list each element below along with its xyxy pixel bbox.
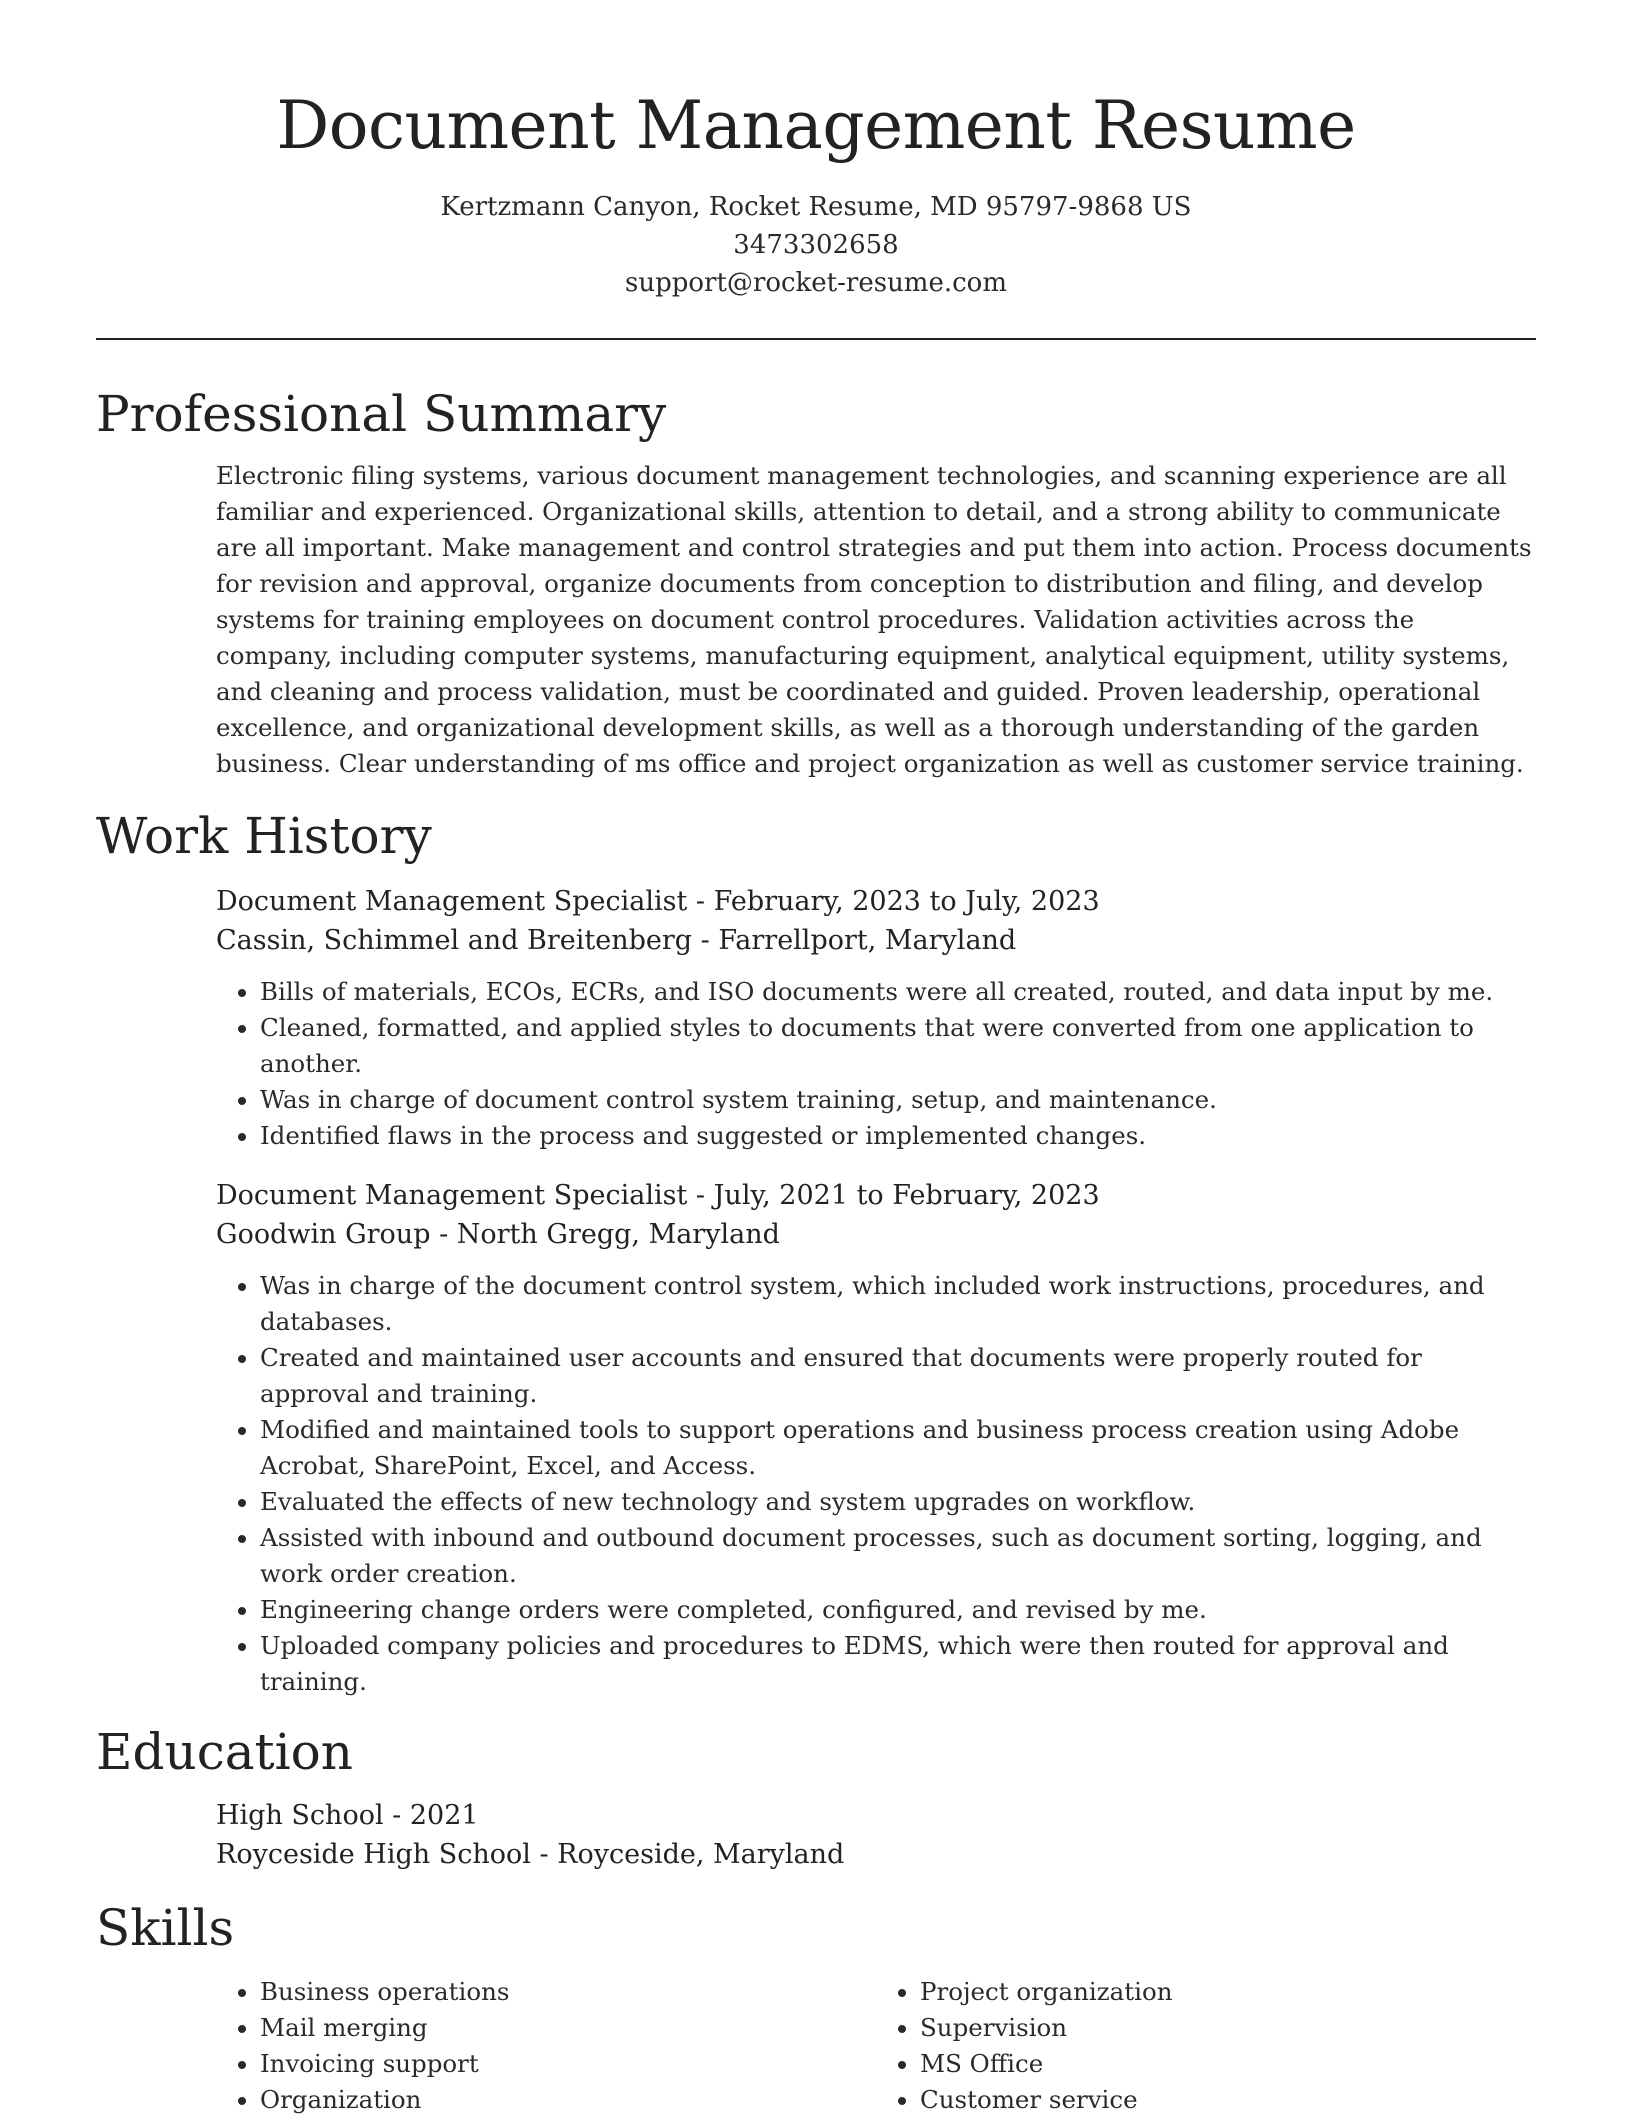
job-bullet: • Engineering change orders were completed, configured, and revised by me. [260,1592,1536,1628]
job-bullet: • Was in charge of the document control system, which included work instructions, procedures, and databases. [260,1268,1536,1340]
job-role: Document Management Specialist [216,886,688,917]
job-location: - North Gregg, Maryland [430,1219,780,1250]
skill-item: • Business operations [260,1974,876,2010]
education-degree: High School [216,1800,384,1831]
job-bullet: • Modified and maintained tools to support operations and business process creation using Adobe Acrobat, SharePoint, Excel, and Access. [260,1412,1536,1484]
job-role-line [216,882,1536,921]
contact-email: support@rocket-resume.com [624,268,1007,298]
summary-text: Electronic filing systems, various document management technologies, and scanning experience are all familiar and experienced. Organizational skills, attention to detail, and a strong ability to communicate are all important. Make management and control strategies and put them into action. Process documents for revision and approval, organize documents from conception to distribution and filing, and develop systems for training employees on document control procedures. Validation activities across the company, including computer systems, manufacturing equipment, analytical equipment, utility systems, and cleaning and process validation, must be coordinated and guided. Proven leadership, operational excellence, and organizational development skills, as well as a thorough understanding of the garden business. Clear understanding of ms office and project organization as well as customer service training. [216,461,1532,778]
job-bullet: • Was in charge of document control system training, setup, and maintenance. [260,1082,1536,1118]
job-company-line [216,1215,1536,1254]
header-divider [96,338,1536,340]
job-bullet: • Bills of materials, ECOs, ECRs, and ISO documents were all created, routed, and data input by me. [260,974,1536,1010]
education-entry [96,1796,1536,1874]
section-title-work-history: Work History [96,807,432,865]
section-title-summary: Professional Summary [96,385,667,443]
skills-grid [216,1974,1536,2118]
job-company-line [216,921,1536,960]
education-school-line [216,1835,1536,1874]
job-entry [216,882,1536,1154]
contact-phone: 3473302658 [733,230,899,260]
job-bullet: • Uploaded company policies and procedures to EDMS, which were then routed for approval and training. [260,1628,1536,1700]
skill-item: • Mail merging [260,2010,876,2046]
education-degree-line [216,1796,1536,1835]
resume-header [96,0,1536,302]
job-location: - Farrellport, Maryland [692,925,1017,956]
education-year: - 2021 [383,1800,479,1831]
job-bullet: • Created and maintained user accounts and ensured that documents were properly routed for approval and training. [260,1340,1536,1412]
education-location: - Royceside, Maryland [530,1839,845,1870]
job-entry [216,1176,1536,1700]
job-role: Document Management Specialist [216,1180,688,1211]
job-bullet: • Evaluated the effects of new technology and system upgrades on workflow. [260,1484,1536,1520]
work-history-list [96,882,1536,1700]
skill-item: • Invoicing support [260,2046,876,2082]
job-bullets [216,974,1536,1154]
skill-item: • Project organization [920,1974,1536,2010]
job-role-line [216,1176,1536,1215]
skills-column-right [876,1974,1536,2118]
section-title-education: Education [96,1723,353,1781]
resume-title: Document Management Resume [276,87,1356,164]
skill-item: • MS Office [920,2046,1536,2082]
education-school: Royceside High School [216,1839,531,1870]
skill-item: • Customer service [920,2082,1536,2118]
job-bullet: • Identified flaws in the process and suggested or implemented changes. [260,1118,1536,1154]
contact-block [96,188,1536,302]
contact-address: Kertzmann Canyon, Rocket Resume, MD 95797-9868 US [440,192,1192,222]
job-dates: - February, 2023 to July, 2023 [687,886,1100,917]
job-company: Goodwin Group [216,1219,431,1250]
job-company: Cassin, Schimmel and Breitenberg [216,925,693,956]
job-bullet: • Cleaned, formatted, and applied styles to documents that were converted from one application to another. [260,1010,1536,1082]
section-title-skills: Skills [96,1899,235,1957]
job-bullet: • Assisted with inbound and outbound document processes, such as document sorting, logging, and work order creation. [260,1520,1536,1592]
skills-column-left [216,1974,876,2118]
skill-item: • Supervision [920,2010,1536,2046]
skills-section [96,1974,1536,2118]
job-bullets [216,1268,1536,1700]
skill-item: • Organization [260,2082,876,2118]
job-dates: - July, 2021 to February, 2023 [687,1180,1100,1211]
